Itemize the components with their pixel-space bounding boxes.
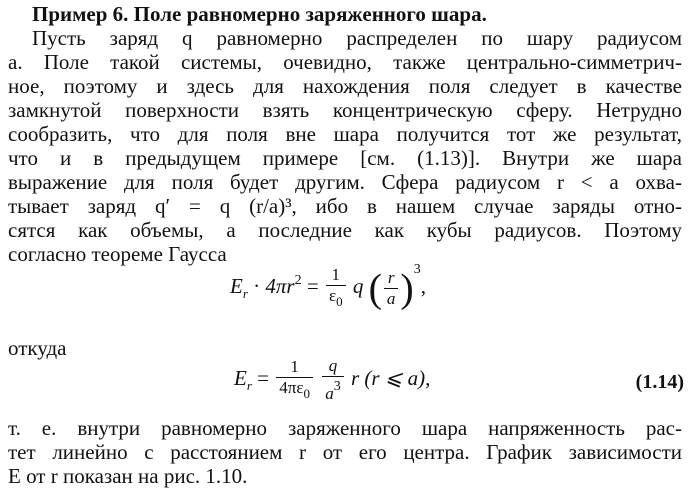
eq-symbol: = bbox=[257, 365, 269, 390]
eq-denominator: $4\pi\varepsilon_0$ bbox=[279, 377, 310, 401]
paragraph-line: ное, поэтому и здесь для нахождения поля следует в качестве bbox=[8, 74, 682, 98]
paragraph-line: замкнутой поверхности взять концентрическую сферу. Нетрудно bbox=[8, 98, 682, 122]
paragraph-line: что и в предыдущем примере [см. (1.13)]. Внутри же шара bbox=[8, 146, 682, 170]
eq-symbol: E bbox=[234, 365, 247, 390]
eq-symbol: E bbox=[230, 274, 243, 298]
equation-field-inside bbox=[234, 356, 430, 404]
paragraph-line: тывает заряд q′ = q (r/a)³, ибо в нашем случае заряды отно- bbox=[8, 194, 682, 218]
equation-number: (1.14) bbox=[635, 371, 684, 393]
eq-symbol: q bbox=[352, 274, 364, 298]
eq-symbol: · bbox=[253, 274, 261, 298]
eq-denominator: a bbox=[386, 288, 396, 308]
eq-fraction bbox=[322, 356, 344, 404]
paragraph-line: тет линейно с расстоянием r от его центра. График зависимости bbox=[8, 440, 682, 464]
paragraph-line: Пусть заряд q равномерно распределен по шару радиусом bbox=[32, 26, 682, 50]
eq-symbol: , bbox=[420, 274, 426, 298]
eq-symbol: 4πr bbox=[265, 274, 295, 298]
eq-superscript: 3 bbox=[413, 262, 421, 277]
eq-denominator: $\varepsilon_0$ bbox=[328, 285, 343, 309]
eq-fraction bbox=[326, 265, 346, 312]
eq-tail: r (r ⩽ a), bbox=[350, 365, 431, 390]
eq-numerator: r bbox=[384, 268, 399, 289]
paragraph-line: откуда bbox=[8, 336, 67, 360]
paragraph-line: a. Поле такой системы, очевидно, также центрально-симметрич- bbox=[8, 50, 682, 74]
eq-subscript: r bbox=[242, 286, 248, 301]
section-heading: Пример 6. Поле равномерно заряженного шара. bbox=[32, 2, 487, 26]
eq-subscript: r bbox=[246, 377, 252, 393]
paragraph-line: выражение для поля будет другим. Сфера радиусом r < a охва- bbox=[8, 170, 682, 194]
eq-symbol: = bbox=[306, 274, 319, 298]
eq-paren: ( bbox=[368, 265, 382, 311]
equation-gauss bbox=[230, 262, 426, 312]
eq-fraction bbox=[276, 357, 313, 404]
eq-denominator: $a^3$ bbox=[325, 379, 341, 403]
eq-fraction bbox=[384, 268, 399, 309]
eq-numerator: q bbox=[322, 356, 344, 377]
paragraph-line: т. е. внутри равномерно заряженного шара напряженность рас- bbox=[8, 416, 682, 440]
paragraph-line: сообразить, что для поля вне шара получится тот же результат, bbox=[8, 122, 682, 146]
paragraph-line: E от r показан на рис. 1.10. bbox=[8, 464, 248, 488]
eq-superscript: 2 bbox=[294, 273, 302, 288]
eq-paren: ) bbox=[400, 265, 414, 311]
paragraph-line: согласно теореме Гаусса bbox=[8, 242, 227, 266]
eq-numerator: 1 bbox=[326, 265, 346, 286]
paragraph-line: сятся как объемы, а последние как кубы радиусов. Поэтому bbox=[8, 218, 682, 242]
eq-numerator: 1 bbox=[276, 357, 313, 378]
